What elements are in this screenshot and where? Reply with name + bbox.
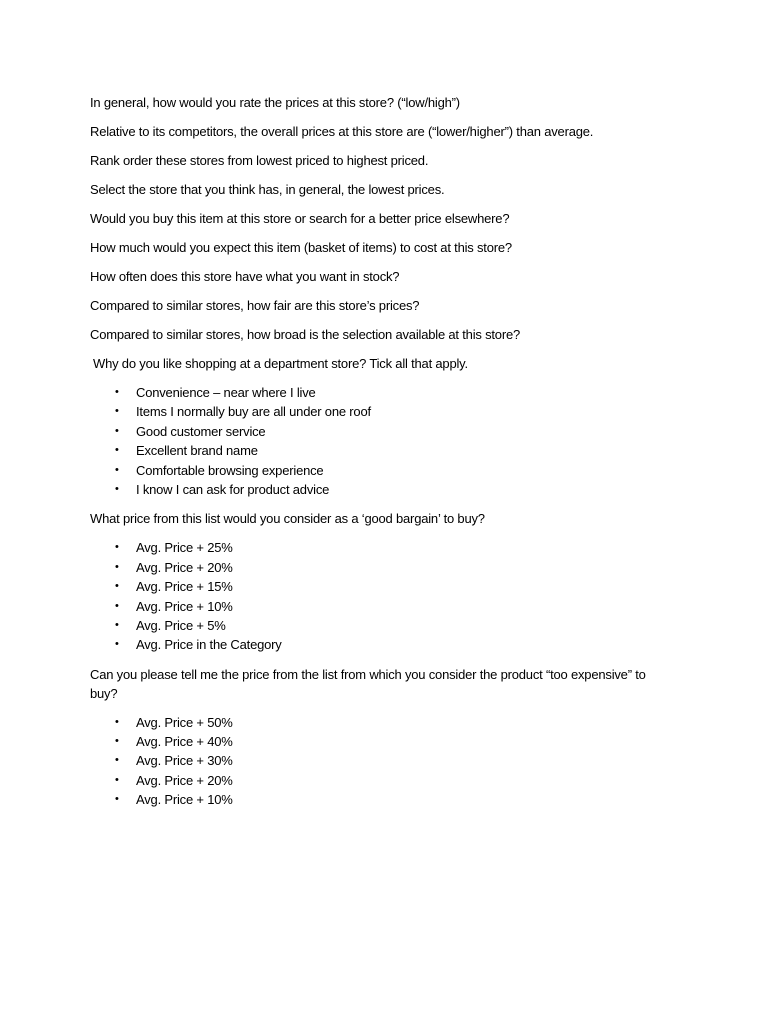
option-label: Comfortable browsing experience	[136, 462, 324, 478]
bullet-icon: •	[115, 618, 119, 631]
question-department-store: Why do you like shopping at a department store? Tick all that apply.	[93, 356, 468, 371]
option-label: Good customer service	[136, 423, 266, 439]
option-label: Avg. Price in the Category	[136, 637, 282, 653]
list-item	[90, 635, 680, 654]
bullet-icon: •	[115, 424, 119, 437]
list-item	[90, 558, 680, 577]
bullet-icon: •	[115, 599, 119, 612]
department-options-list	[90, 383, 680, 499]
list-item	[90, 713, 680, 732]
question-buy-or-search: Would you buy this item at this store or search for a better price elsewhere?	[90, 211, 510, 226]
expensive-options-list	[90, 713, 680, 810]
bullet-icon: •	[115, 405, 119, 418]
option-label: Avg. Price + 10%	[136, 792, 233, 808]
bullet-icon: •	[115, 715, 119, 728]
question-rank-stores: Rank order these stores from lowest priced to highest priced.	[90, 153, 429, 168]
bullet-icon: •	[115, 386, 119, 398]
bargain-options-list	[90, 538, 680, 654]
list-item	[90, 771, 680, 790]
bullet-icon: •	[115, 580, 119, 593]
option-label: Avg. Price + 5%	[136, 617, 226, 633]
bullet-icon: •	[115, 463, 119, 476]
survey-content	[90, 93, 680, 820]
list-item	[90, 732, 680, 751]
list-item	[90, 480, 680, 499]
bullet-icon: •	[115, 793, 119, 806]
bullet-icon: •	[115, 773, 119, 786]
option-label: Avg. Price + 10%	[136, 598, 233, 614]
list-item	[90, 402, 680, 421]
option-label: Excellent brand name	[136, 443, 258, 459]
question-lowest-prices: Select the store that you think has, in general, the lowest prices.	[90, 182, 445, 197]
list-item	[90, 616, 680, 635]
option-label: Avg. Price + 20%	[136, 772, 233, 788]
bullet-icon: •	[115, 444, 119, 457]
list-item	[90, 383, 680, 402]
option-label: Avg. Price + 30%	[136, 753, 233, 769]
question-too-expensive: Can you please tell me the price from the list from which you consider the product “too expensive” to buy?	[90, 666, 646, 701]
question-rate-prices: In general, how would you rate the prices at this store? (“low/high”)	[90, 95, 460, 110]
option-label: Avg. Price + 15%	[136, 579, 233, 595]
option-label: Items I normally buy are all under one roof	[136, 404, 371, 420]
list-item	[90, 597, 680, 616]
list-item	[90, 790, 680, 809]
option-label: Avg. Price + 40%	[136, 734, 233, 750]
option-label: Avg. Price + 50%	[136, 714, 233, 730]
bullet-icon: •	[115, 754, 119, 767]
question-relative-competitors: Relative to its competitors, the overall prices at this store are (“lower/higher”) than average.	[90, 124, 594, 139]
list-item	[90, 441, 680, 460]
question-good-bargain: What price from this list would you consider as a ‘good bargain’ to buy?	[90, 511, 485, 527]
question-in-stock: How often does this store have what you want in stock?	[90, 269, 400, 284]
option-label: Convenience – near where I live	[136, 385, 316, 400]
question-expected-cost: How much would you expect this item (basket of items) to cost at this store?	[90, 240, 512, 255]
option-label: Avg. Price + 20%	[136, 559, 233, 575]
list-item	[90, 577, 680, 596]
bullet-icon: •	[115, 541, 119, 554]
question-fair-prices: Compared to similar stores, how fair are this store’s prices?	[90, 298, 420, 313]
list-item	[90, 461, 680, 480]
list-item	[90, 538, 680, 557]
option-label: Avg. Price + 25%	[136, 540, 233, 556]
list-item	[90, 751, 680, 770]
bullet-icon: •	[115, 638, 119, 651]
question-broad-selection: Compared to similar stores, how broad is the selection available at this store?	[90, 327, 521, 342]
list-item	[90, 422, 680, 441]
bullet-icon: •	[115, 560, 119, 573]
bullet-icon: •	[115, 735, 119, 748]
bullet-icon: •	[115, 482, 119, 495]
option-label: I know I can ask for product advice	[136, 481, 330, 497]
